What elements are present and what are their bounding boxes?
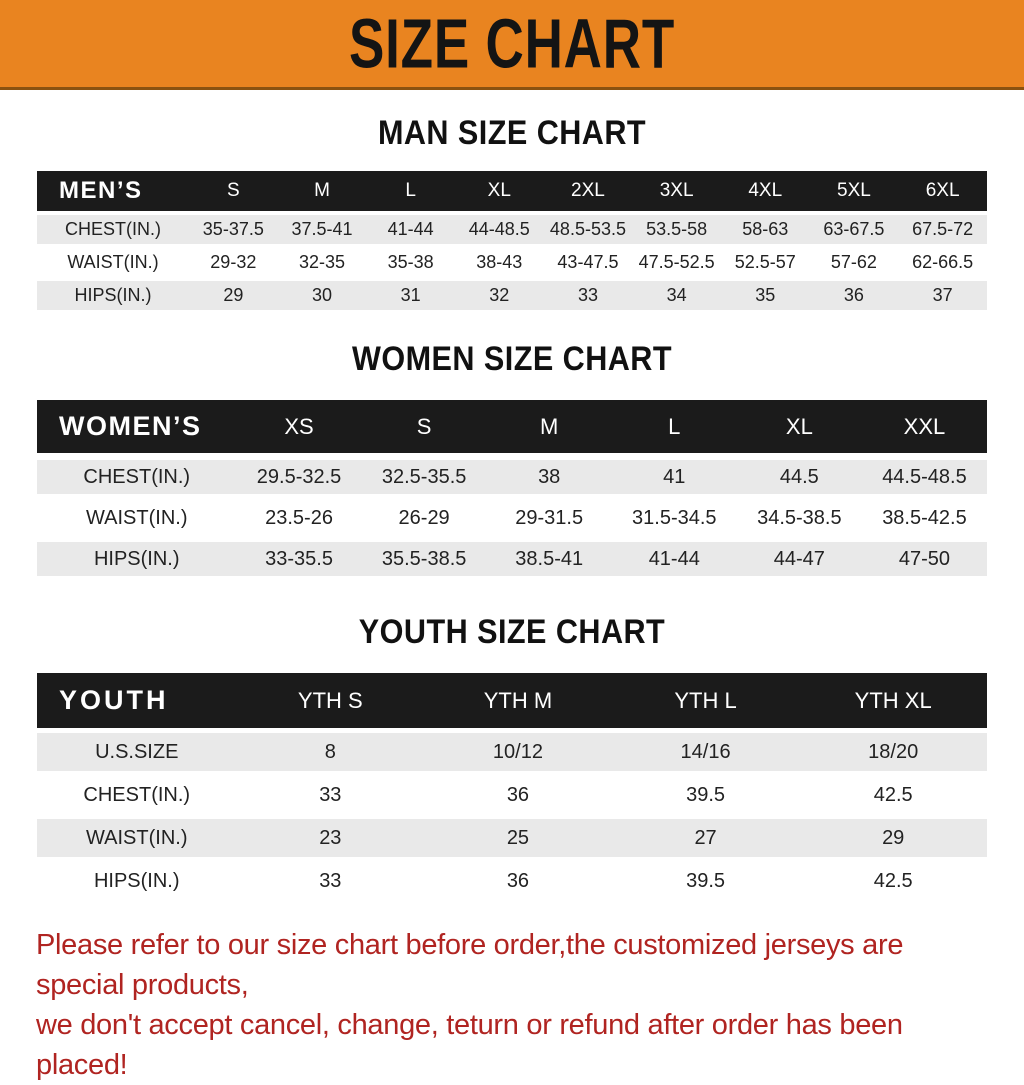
size-column-header: YTH L [612,673,800,728]
page-title: SIZE CHART [348,4,676,83]
size-cell-value: 29.5-32.5 [237,460,362,494]
size-cell-value: 38-43 [455,248,544,277]
women-table-label: WOMEN’S [37,400,237,453]
size-column-header: L [612,400,737,453]
size-column-header: M [487,400,612,453]
size-column-header: 3XL [632,171,721,211]
size-cell-value: 25 [424,819,612,857]
size-cell-value: 41 [612,460,737,494]
size-cell-value: 35.5-38.5 [362,542,487,576]
table-row [37,862,987,900]
size-cell-value: 38 [487,460,612,494]
size-column-header: S [189,171,278,211]
size-cell-value: 35 [721,281,810,310]
size-cell-value: 37 [898,281,987,310]
size-cell-value: 38.5-42.5 [862,501,987,535]
row-label: HIPS(IN.) [37,862,237,900]
size-column-header: YTH M [424,673,612,728]
size-cell-value: 32-35 [278,248,367,277]
size-cell-value: 35-38 [366,248,455,277]
size-cell-value: 18/20 [799,733,987,771]
size-cell-value: 52.5-57 [721,248,810,277]
man-size-heading: MAN SIZE CHART [377,114,647,152]
size-cell-value: 63-67.5 [810,215,899,244]
size-cell-value: 8 [237,733,425,771]
size-cell-value: 31 [366,281,455,310]
size-column-header: XL [737,400,862,453]
size-column-header: 2XL [544,171,633,211]
women-size-table [37,393,987,583]
size-column-header: YTH XL [799,673,987,728]
size-cell-value: 44-48.5 [455,215,544,244]
size-cell-value: 53.5-58 [632,215,721,244]
size-cell-value: 47.5-52.5 [632,248,721,277]
youth-size-section [0,613,1024,905]
size-cell-value: 23 [237,819,425,857]
men-size-table [37,167,987,314]
size-cell-value: 62-66.5 [898,248,987,277]
women-header-row [37,400,987,453]
size-cell-value: 39.5 [612,776,800,814]
size-column-header: 5XL [810,171,899,211]
size-cell-value: 33-35.5 [237,542,362,576]
size-cell-value: 35-37.5 [189,215,278,244]
size-cell-value: 23.5-26 [237,501,362,535]
size-cell-value: 41-44 [366,215,455,244]
size-cell-value: 33 [544,281,633,310]
row-label: U.S.SIZE [37,733,237,771]
size-column-header: L [366,171,455,211]
youth-table-label: YOUTH [37,673,237,728]
size-column-header: 4XL [721,171,810,211]
size-cell-value: 29 [799,819,987,857]
size-cell-value: 33 [237,862,425,900]
men-table-label: MEN’S [37,171,189,211]
size-column-header: XXL [862,400,987,453]
youth-header-row [37,673,987,728]
footer-note-line-1: Please refer to our size chart before order,the customized jerseys are special products, [36,929,904,1001]
table-row [37,215,987,244]
size-cell-value: 42.5 [799,862,987,900]
size-cell-value: 44-47 [737,542,862,576]
women-size-section [0,340,1024,583]
size-cell-value: 14/16 [612,733,800,771]
size-cell-value: 30 [278,281,367,310]
size-column-header: S [362,400,487,453]
size-cell-value: 10/12 [424,733,612,771]
row-label: CHEST(IN.) [37,460,237,494]
size-column-header: XL [455,171,544,211]
row-label: WAIST(IN.) [37,819,237,857]
row-label: CHEST(IN.) [37,215,189,244]
size-cell-value: 43-47.5 [544,248,633,277]
size-cell-value: 36 [424,862,612,900]
footer-note [36,925,990,1085]
table-row [37,248,987,277]
table-row [37,460,987,494]
size-cell-value: 34 [632,281,721,310]
size-column-header: 6XL [898,171,987,211]
size-cell-value: 33 [237,776,425,814]
size-cell-value: 34.5-38.5 [737,501,862,535]
size-cell-value: 44.5 [737,460,862,494]
size-cell-value: 41-44 [612,542,737,576]
size-cell-value: 36 [810,281,899,310]
size-column-header: M [278,171,367,211]
youth-size-table [37,668,987,905]
size-cell-value: 58-63 [721,215,810,244]
size-cell-value: 38.5-41 [487,542,612,576]
size-cell-value: 31.5-34.5 [612,501,737,535]
footer-note-line-2: we don't accept cancel, change, teturn or refund after order has been placed! [36,1009,903,1081]
size-column-header: XS [237,400,362,453]
table-row [37,776,987,814]
size-cell-value: 29 [189,281,278,310]
size-cell-value: 47-50 [862,542,987,576]
size-cell-value: 44.5-48.5 [862,460,987,494]
table-row [37,501,987,535]
size-cell-value: 32.5-35.5 [362,460,487,494]
man-size-section [0,114,1024,314]
youth-size-heading: YOUTH SIZE CHART [358,613,666,651]
table-row [37,733,987,771]
row-label: WAIST(IN.) [37,248,189,277]
table-row [37,281,987,310]
men-header-row [37,171,987,211]
size-cell-value: 29-31.5 [487,501,612,535]
size-cell-value: 39.5 [612,862,800,900]
size-column-header: YTH S [237,673,425,728]
size-cell-value: 29-32 [189,248,278,277]
size-cell-value: 26-29 [362,501,487,535]
size-cell-value: 48.5-53.5 [544,215,633,244]
size-cell-value: 42.5 [799,776,987,814]
size-chart-banner [0,0,1024,90]
size-cell-value: 27 [612,819,800,857]
size-cell-value: 37.5-41 [278,215,367,244]
women-size-heading: WOMEN SIZE CHART [351,340,672,378]
row-label: HIPS(IN.) [37,542,237,576]
row-label: WAIST(IN.) [37,501,237,535]
size-cell-value: 67.5-72 [898,215,987,244]
table-row [37,819,987,857]
row-label: HIPS(IN.) [37,281,189,310]
size-cell-value: 57-62 [810,248,899,277]
row-label: CHEST(IN.) [37,776,237,814]
size-cell-value: 36 [424,776,612,814]
size-cell-value: 32 [455,281,544,310]
table-row [37,542,987,576]
